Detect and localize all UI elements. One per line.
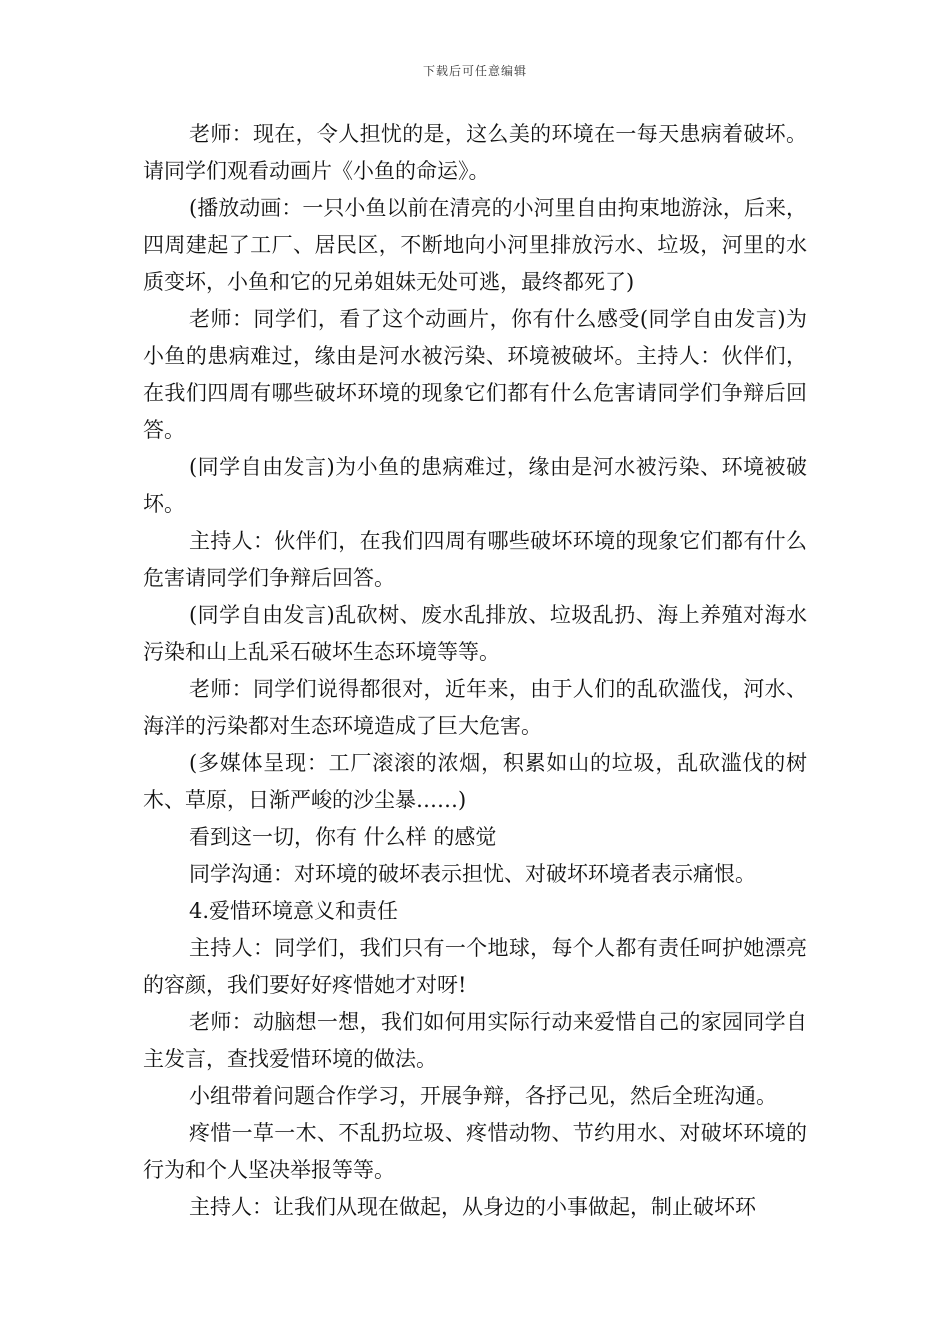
section-heading: 4.爱惜环境意义和责任	[189, 899, 399, 923]
paragraph: 老师：同学们，看了这个动画片，你有什么感受(同学自由发言)为小鱼的患病难过，缘由是河水被污染、环境被破坏。主持人：伙伴们，在我们四周有哪些破坏环境的现象它们都有什么危害请同学们争辩后回答。	[143, 307, 807, 442]
document-body	[143, 116, 807, 1226]
paragraph: (同学自由发言)乱砍树、废水乱排放、垃圾乱扔、海上养殖对海水污染和山上乱采石破坏生态环境等等。	[143, 603, 807, 664]
paragraph: 主持人：同学们，我们只有一个地球，每个人都有责任呵护她漂亮的容颜，我们要好好疼惜她才对呀!	[143, 936, 807, 997]
paragraph: 老师：动脑想一想，我们如何用实际行动来爱惜自己的家园同学自主发言，查找爱惜环境的做法。	[143, 1010, 807, 1071]
paragraph: (播放动画：一只小鱼以前在清亮的小河里自由拘束地游泳，后来，四周建起了工厂、居民区，不断地向小河里排放污水、垃圾，河里的水质变坏，小鱼和它的兄弟姐妹无处可逃，最终都死了)	[143, 196, 807, 294]
paragraph: 疼惜一草一木、不乱扔垃圾、疼惜动物、节约用水、对破坏环境的行为和个人坚决举报等等。	[143, 1121, 807, 1182]
paragraph: (多媒体呈现：工厂滚滚的浓烟，积累如山的垃圾，乱砍滥伐的树木、草原，日渐严峻的沙尘暴……)	[143, 751, 807, 812]
paragraph: 同学沟通：对环境的破坏表示担忧、对破坏环境者表示痛恨。	[189, 862, 756, 886]
paragraph: 看到这一切，你有 什么样 的感觉	[189, 825, 497, 849]
paragraph: 小组带着问题合作学习，开展争辩，各抒己见，然后全班沟通。	[189, 1084, 777, 1108]
paragraph: (同学自由发言)为小鱼的患病难过，缘由是河水被污染、环境被破坏。	[143, 455, 807, 516]
paragraph: 主持人：让我们从现在做起，从身边的小事做起，制止破坏环	[189, 1195, 756, 1219]
paragraph: 老师：现在，令人担忧的是，这么美的环境在一每天患病着破坏。请同学们观看动画片《小鱼的命运》。	[143, 122, 807, 183]
paragraph: 主持人：伙伴们，在我们四周有哪些破坏环境的现象它们都有什么危害请同学们争辩后回答。	[143, 529, 807, 590]
header-note: 下载后可任意编辑	[422, 64, 527, 78]
paragraph: 老师：同学们说得都很对，近年来，由于人们的乱砍滥伐，河水、海洋的污染都对生态环境造成了巨大危害。	[143, 677, 807, 738]
